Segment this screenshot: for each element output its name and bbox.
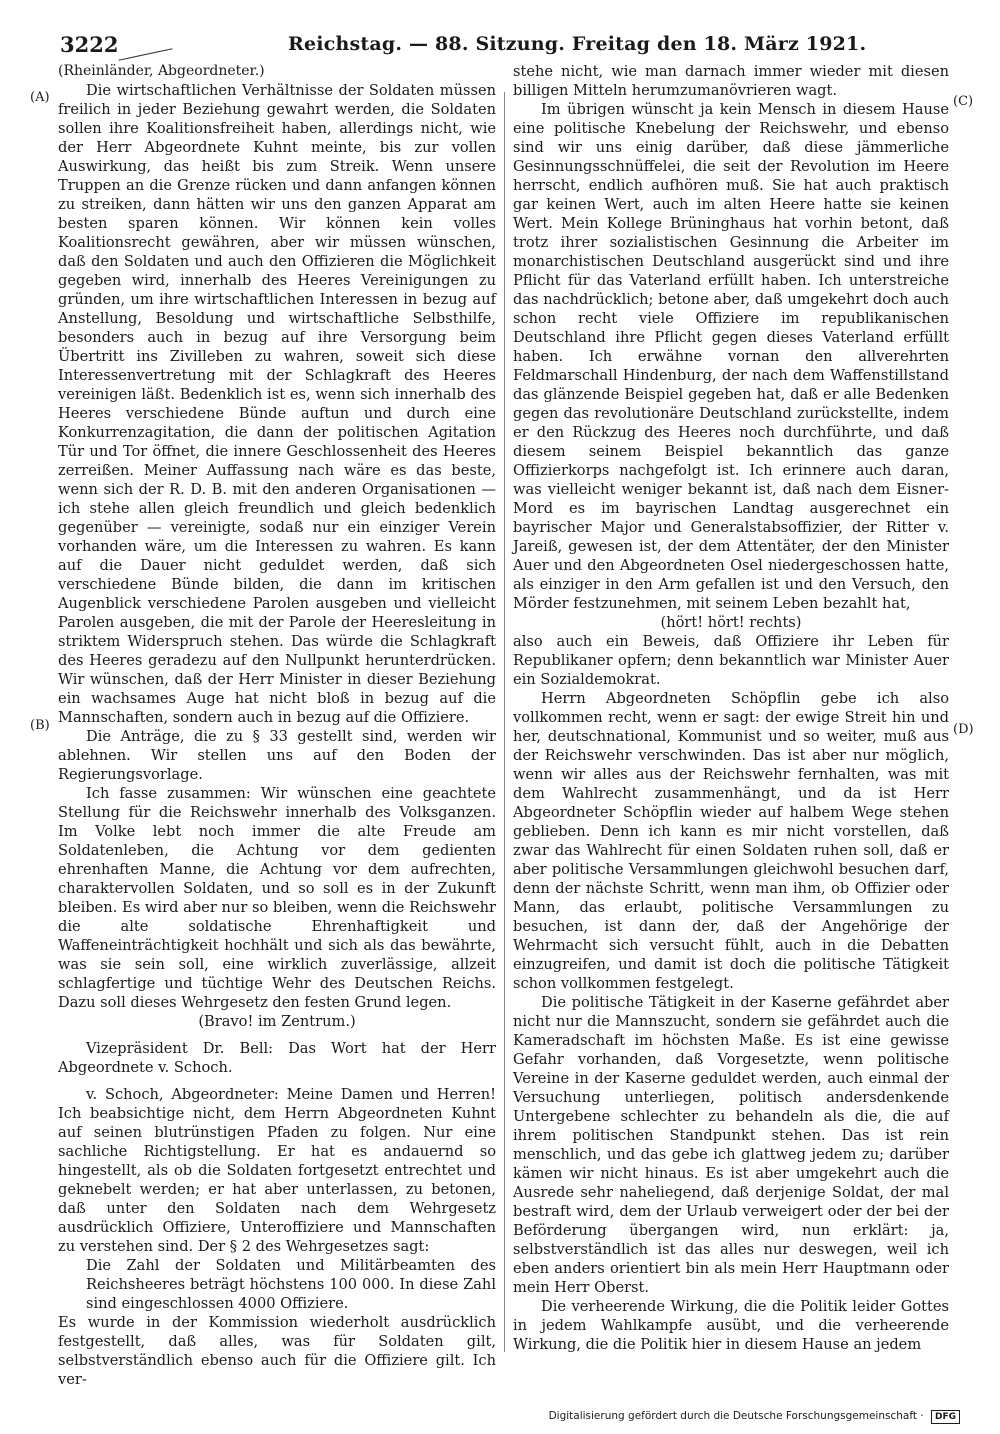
paragraph: Es wurde in der Kommission wiederholt ausdrücklich festgestellt, daß alles, was für Soldaten gilt, selbstverständlich ebenso auch für die Offiziere gilt. Ich ver-: [58, 1314, 496, 1388]
header-rule: [118, 48, 172, 60]
interjection: (hört! hört! rechts): [660, 614, 802, 631]
paragraph: Die Anträge, die zu § 33 gestellt sind, werden wir ablehnen. Wir stellen uns auf den Boden der Regierungsvorlage.: [58, 728, 496, 783]
running-title: Reichstag. — 88. Sitzung. Freitag den 18. März 1921.: [288, 33, 867, 55]
margin-letter-c: (C): [953, 94, 974, 109]
law-quote: Die Zahl der Soldaten und Militärbeamten des Reichsheeres beträgt höchstens 100 000. In diese Zahl sind eingeschlossen 4000 Offiziere.: [86, 1257, 496, 1312]
paragraph: Herrn Abgeordneten Schöpflin gebe ich also vollkommen recht, wenn er sagt: der ewige Streit hin und her, deutschnational, Kommunist und so weiter, muß aus der Reichswehr verschwinden. Das ist aber nur möglich, wenn wir alles aus der Reichswehr fernhalten, was mit dem Wahlrecht zusammenhängt, und da ist Herr Abgeordneter Schöpflin wieder auf halbem Wege stehen geblieben. Denn ich kann es mir nicht vorstellen, daß zwar das Wahlrecht für einen Soldaten ruhen soll, daß er aber politische Versammlungen gleichwohl besuchen darf, denn der nächste Schritt, wenn man ihm, ob Offizier oder Mann, das erlaubt, politische Versammlungen zu besuchen, ist dann der, daß der Angehörige der Wehrmacht sich versucht fühlt, auch in die Debatten einzugreifen, und damit ist doch die politische Tätigkeit schon vollkommen festgelegt.: [513, 690, 949, 992]
paragraph: Die wirtschaftlichen Verhältnisse der Soldaten müssen freilich in jeder Beziehung gewahrt werden, die Soldaten sollen ihre Koalitionsfreiheit haben, allerdings nicht, wie der Herr Abgeordnete Kuhnt meinte, bis zur vollen Auswirkung, das heißt bis zum Streik. Wenn unsere Truppen an die Grenze rücken und dann anfangen können zu streiken, dann hätten wir uns den ganzen Apparat am besten sparen können. Wir können kein volles Koalitionsrecht gewähren, aber wir müssen wünschen, daß den Soldaten und auch den Offizieren die Möglichkeit gegeben wird, innerhalb des Heeres Vereinigungen zu gründen, um ihre wirtschaftlichen Interessen in bezug auf Anstellung, Besoldung und wirtschaftliche Selbsthilfe, besonders auch in bezug auf ihre Versorgung beim Übertritt ins Zivilleben zu wahren, soweit sich diese Interessenvertretung mit der Schlagkraft des Heeres vereinigen läßt. Bedenklich ist es, wenn sich innerhalb des Heeres verschiedene Bünde auftun und durch eine Konkurrenzagitation, die dann der politischen Agitation Tür und Tor öffnet, die innere Geschlossenheit des Heeres zerreißen. Meiner Auffassung nach wäre es das beste, wenn sich der R. D. B. mit den anderen Organisationen — ich stehe allen gleich freundlich und gleich bedenklich gegenüber — vereinigte, sodaß nur ein einziger Verein vorhanden wäre, um die Interessen zu wahren. Es kann auf die Dauer nicht geduldet werden, daß sich verschiedene Bünde bilden, die dann im kritischen Augenblick verschiedene Parolen ausgeben und vielleicht Parolen ausgeben, die mit der Parole der Heeresleitung in striktem Widerspruch stehen. Das würde die Schlagkraft des Heeres geradezu auf den Nullpunkt herunterdrücken. Wir wünschen, daß der Herr Minister in dieser Beziehung ein wachsames Auge hat nicht bloß in bezug auf die Mannschaften, sondern auch in bezug auf die Offiziere.: [58, 82, 496, 726]
paragraph: Vizepräsident Dr. Bell: Das Wort hat der Herr Abgeordnete v. Schoch.: [58, 1040, 496, 1076]
right-column: [513, 62, 949, 1354]
paragraph: Im übrigen wünscht ja kein Mensch in diesem Hause eine politische Knebelung der Reichswehr, und ebenso sind wir uns einig darüber, daß diese jämmerliche Gesinnungsschnüffelei, die seit der Revolution im Heere herrscht, endlich aufhören muß. Sie hat auch praktisch gar keinen Wert, auch im alten Heere hatte sie keinen Wert. Mein Kollege Brüninghaus hat vorhin betont, daß trotz ihrer sozialistischen Gesinnung die Arbeiter im monarchistischen Deutschland ausgerückt sind und ihre Pflicht für das Vaterland erfüllt haben. Ich unterstreiche das nachdrücklich; betone aber, daß umgekehrt doch auch schon recht viele Offiziere im republikanischen Deutschland ihre Pflicht gegen dieses Vaterland erfüllt haben. Ich erwähne vornan den allverehrten Feldmarschall Hindenburg, der nach dem Waffenstillstand das glänzende Beispiel gegeben hat, daß er alle Bedenken gegen das revolutionäre Deutschland zurückstellte, indem er den Rückzug des Heeres noch durchführte, und daß diesem seinem Beispiel bekanntlich das ganze Offizierkorps nachgefolgt ist. Ich erinnere auch daran, was vielleicht weniger bekannt ist, daß nach dem Eisner-Mord es im bayrischen Landtag ausgerechnet ein bayrischer Major und Generalstabsoffizier, der Ritter v. Jareiß, gewesen ist, der dem Attentäter, der den Minister Auer und den Abgeordneten Osel niedergeschossen hatte, als einziger in den Arm gefallen ist und den Versuch, den Mörder festzunehmen, mit seinem Leben bezahlt hat,: [513, 101, 949, 612]
paragraph: also auch ein Beweis, daß Offiziere ihr Leben für Republikaner opfern; denn bekanntlich war Minister Auer ein Sozialdemokrat.: [513, 633, 949, 688]
paragraph: Die politische Tätigkeit in der Kaserne gefährdet aber nicht nur die Mannszucht, sondern sie gefährdet auch die Kameradschaft im höchsten Maße. Es ist eine gewisse Gefahr vorhanden, daß Vorgesetzte, wenn politische Vereine in der Kaserne geduldet werden, auch einmal der Versuchung unterliegen, politisch andersdenkende Untergebene schlechter zu behandeln als die, die auf ihrem politischen Standpunkt stehen. Das ist rein menschlich, und das gebe ich glattweg jedem zu; darüber kämen wir nicht hinaus. Es ist aber umgekehrt auch die Ausrede sehr naheliegend, daß derjenige Soldat, der mal bestraft wird, dem der Urlaub verweigert oder der bei der Beförderung übergangen wird, nun erklärt: ja, selbstverständlich ist das alles nur deswegen, weil ich eben anders orientiert bin als mein Herr Hauptmann oder mein Herr Oberst.: [513, 994, 949, 1296]
left-column: [58, 62, 496, 1389]
paragraph: Die verheerende Wirkung, die die Politik leider Gottes in jedem Wahlkampfe ausübt, und die verheerende Wirkung, die die Politik hier in diesem Hause an jedem: [513, 1298, 949, 1353]
margin-letter-b: (B): [30, 718, 50, 733]
dfg-logo: DFG: [931, 1410, 960, 1424]
interjection: (Bravo! im Zentrum.): [198, 1013, 356, 1030]
paragraph: Ich fasse zusammen: Wir wünschen eine geachtete Stellung für die Reichswehr innerhalb des Volksganzen. Im Volke lebt noch immer die alte Freude am Soldatenleben, die Achtung vor dem gedienten ehrenhaften Manne, die Achtung vor dem aufrechten, charaktervollen Soldaten, und so soll es in der Zukunft bleiben. Es wird aber nur so bleiben, wenn die Reichswehr die alte soldatische Ehrenhaftigkeit und Waffeneinträchtigkeit hochhält und sich als das bewährte, was sie sein soll, eine wirklich zuverlässige, allzeit schlagfertige und tüchtige Wehr des Deutschen Reichs. Dazu soll dieses Wehrgesetz den festen Grund legen.: [58, 785, 496, 1011]
digitization-footer: [549, 1410, 960, 1424]
paragraph: stehe nicht, wie man darnach immer wieder mit diesen billigen Mitteln herumzumanövrieren wagt.: [513, 63, 949, 99]
footer-text: Digitalisierung gefördert durch die Deutsche Forschungsgemeinschaft ·: [548, 1410, 924, 1422]
page-header: [60, 30, 950, 64]
margin-letter-d: (D): [953, 722, 974, 737]
paragraph: v. Schoch, Abgeordneter: Meine Damen und Herren! Ich beabsichtige nicht, dem Herrn Abgeordneten Kuhnt auf seinen blutrünstigen Pfaden zu folgen. Nur eine sachliche Richtigstellung. Er hat es andauernd so hingestellt, als ob die Soldaten fortgesetzt entrechtet und geknebelt werden; er hat aber unterlassen, zu betonen, daß unter den Soldaten nach dem Wehrgesetz ausdrücklich Offiziere, Unteroffiziere und Mannschaften zu verstehen sind. Der § 2 des Wehrgesetzes sagt:: [58, 1086, 496, 1255]
speaker-tag: (Rheinländer, Abgeordneter.): [58, 63, 265, 79]
page-number: 3222: [60, 32, 119, 57]
column-divider: [504, 92, 505, 1352]
margin-letter-a: (A): [30, 90, 50, 105]
